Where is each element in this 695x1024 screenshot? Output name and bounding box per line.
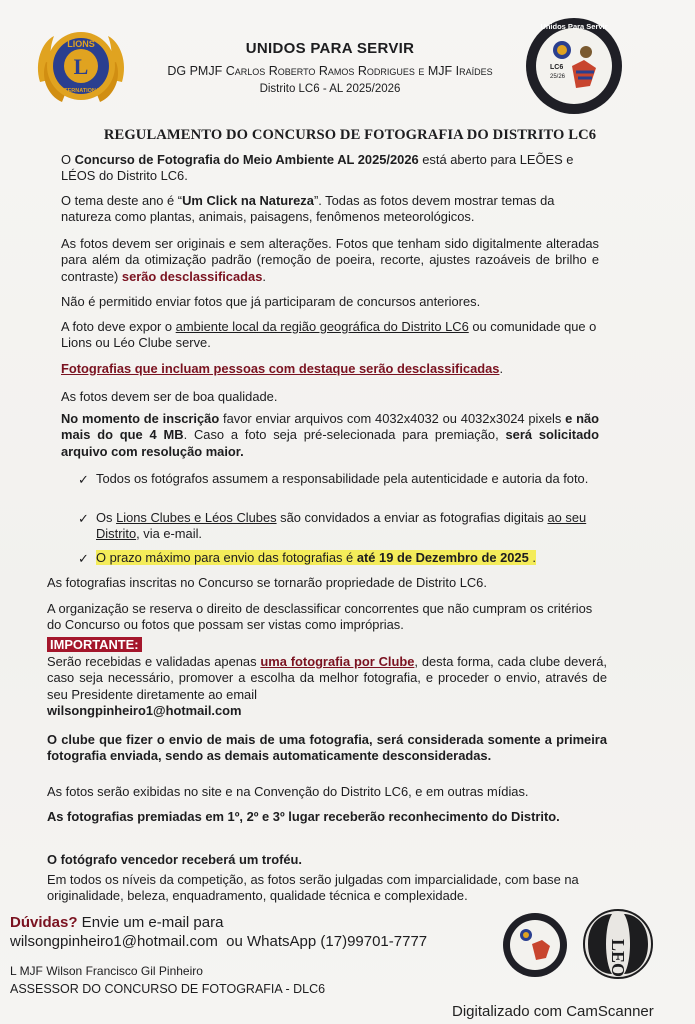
leo-club-logo [582, 908, 654, 980]
paragraph-contest-open: O Concurso de Fotografia do Meio Ambiente AL 2025/2026 está aberto para LEÕES e LÉOS do Distrito LC6. [61, 152, 574, 184]
paragraph-organization-rights: A organização se reserva o direito de desclassificar concorrentes que não cumpram os critérios do Concurso ou fotos que possam ser vistas como impróprias. [47, 601, 593, 633]
seal-lc6-text: LC6 [550, 64, 564, 71]
header-district: Distrito LC6 - AL 2025/2026 [259, 83, 401, 95]
footer-signer: L MJF Wilson Francisco Gil Pinheiro [10, 964, 203, 978]
district-seal-small-logo [502, 912, 568, 978]
lions-logo-top-text: LIONS [67, 39, 95, 49]
checkmark-icon: ✓ [78, 472, 89, 487]
paragraph-judging: Em todos os níveis da competição, as fotos serão julgadas com imparcialidade, com base na originalidade, beleza, enquadramento, qualidade técnica e complexidade. [47, 872, 579, 904]
paragraph-no-previous: Não é permitido enviar fotos que já participaram de concursos anteriores. [61, 294, 481, 309]
checkmark-icon: ✓ [78, 511, 89, 526]
paragraph-originality: As fotos devem ser originais e sem alterações. Fotos que tenham sido digitalmente alteradas para além da otimização padrão (remoção de poeira, recorte, ajustes razoáveis de brilho e contraste) serão desclassificadas. [61, 236, 599, 284]
document-title: REGULAMENTO DO CONCURSO DE FOTOGRAFIA DO DISTRITO LC6 [103, 127, 597, 143]
paragraph-awards: As fotografias premiadas em 1º, 2º e 3º lugar receberão reconhecimento do Distrito. [47, 809, 560, 824]
district-seal-logo [524, 16, 624, 116]
lions-logo-bottom-text: INTERNATIONAL [58, 88, 104, 94]
footer-contact [10, 933, 427, 950]
svg-text:L: L [73, 54, 89, 79]
paragraph-one-photo-per-club: Serão recebidas e validadas apenas uma fotografia por Clube, desta forma, cada clube deverá, caso seja necessário, promover a escolha da melhor fotografia, e proceder o envio, através de seu Presidente diretamente ao email wilsongpinheiro1@hotmail.com [47, 654, 608, 719]
paragraph-ownership: As fotografias inscritas no Concurso se tornarão propriedade de Distrito LC6. [47, 575, 487, 590]
camscanner-watermark: Digitalizado com CamScanner [452, 1003, 654, 1020]
header-title: UNIDOS PARA SERVIR [245, 40, 415, 57]
lions-international-logo [32, 22, 130, 114]
check-item-authenticity: Todos os fotógrafos assumem a responsabilidade pela autenticidade e autoria da foto. [96, 471, 589, 486]
seal-top-text: Unidos Para Servir [540, 22, 608, 31]
checkmark-icon: ✓ [78, 551, 89, 566]
paragraph-exhibition: As fotos serão exibidas no site e na Convenção do Distrito LC6, e em outras mídias. [47, 784, 529, 799]
footer-whatsapp: ou WhatsApp (17)99701-7777 [226, 933, 428, 950]
paragraph-local-environment: A foto deve expor o ambiente local da região geográfica do Distrito LC6 ou comunidade que o Lions ou Léo Clube serve. [61, 319, 597, 351]
paragraph-trophy: O fotógrafo vencedor receberá um troféu. [47, 852, 302, 867]
paragraph-theme: O tema deste ano é “Um Click na Natureza”. Todas as fotos devem mostrar temas da natureza como plantas, animais, paisagens, fenômenos meteorológicos. [61, 193, 555, 225]
header-governor: DG PMJF Carlos Roberto Ramos Rodrigues e MJF Iraídes [167, 64, 493, 78]
check-item-invitation: Os Lions Clubes e Léos Clubes são convidados a enviar as fotografias digitais ao seu Distrito, via e-mail. [96, 510, 587, 542]
seal-year-text: 25/26 [550, 74, 566, 80]
check-item-deadline: O prazo máximo para envio das fotografias é até 19 de Dezembro de 2025 . [96, 550, 536, 565]
important-label: IMPORTANTE: [47, 637, 607, 653]
leo-logo-text: LEO [608, 938, 628, 978]
paragraph-file-specs: No momento de inscrição favor enviar arquivos com 4032x4032 ou 4032x3024 pixels e não mais do que 4 MB. Caso a foto seja pré-selecionada para premiação, será solicitado arquivo com resolução maior. [61, 411, 600, 459]
footer-role: ASSESSOR DO CONCURSO DE FOTOGRAFIA - DLC6 [10, 982, 326, 996]
footer-email[interactable]: wilsongpinheiro1@hotmail.com [10, 933, 218, 950]
paragraph-multiple-photos: O clube que fizer o envio de mais de uma fotografia, será considerada somente a primeira fotografia enviada, sendo as demais automaticamente desconsideradas. [47, 732, 607, 764]
paragraph-quality: As fotos devem ser de boa qualidade. [61, 389, 278, 404]
footer-questions: Dúvidas? Envie um e-mail para [10, 914, 224, 931]
paragraph-people-disqualified: Fotografias que incluam pessoas com destaque serão desclassificadas. [61, 361, 504, 376]
